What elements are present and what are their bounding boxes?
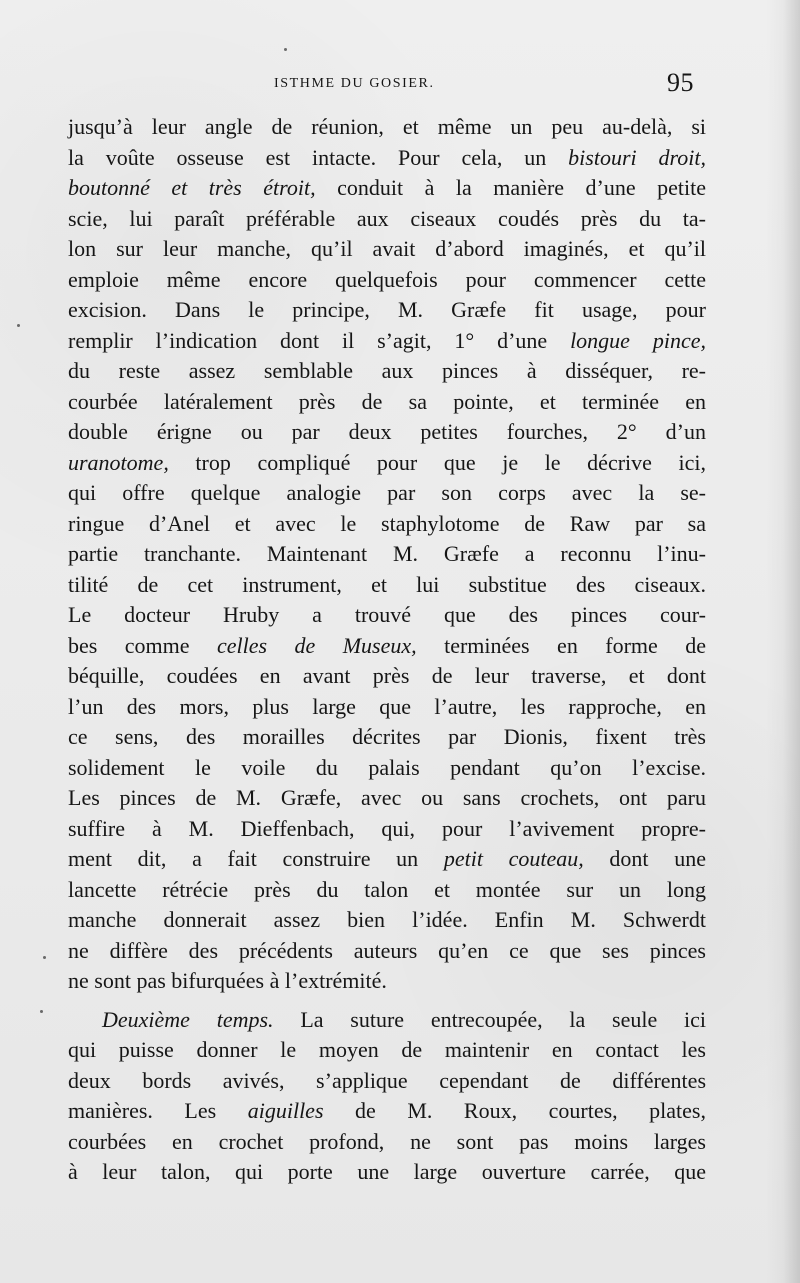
text-segment: scie, lui paraît préférable aux ciseaux coudés près du ta- (68, 205, 706, 231)
text-line (68, 509, 706, 540)
text-line (68, 1096, 706, 1127)
text-line (68, 417, 706, 448)
text-line (68, 173, 706, 204)
page-speck (40, 1010, 43, 1013)
text-line (68, 722, 706, 753)
text-line (68, 204, 706, 235)
text-segment: ne diffère des précédents auteurs qu’en ce que ses pinces (68, 937, 706, 963)
text-line (68, 600, 706, 631)
text-segment: petit couteau, (443, 846, 584, 871)
text-line (68, 1035, 706, 1066)
text-line (68, 570, 706, 601)
paragraph-1 (68, 112, 706, 997)
text-line (68, 966, 706, 997)
text-line (68, 692, 706, 723)
text-segment: manières. Les (68, 1098, 248, 1123)
text-segment: Les pinces de M. Græfe, avec ou sans crochets, ont paru (68, 785, 706, 810)
text-segment: la voûte osseuse est intacte. Pour cela, un (68, 144, 569, 170)
text-line (68, 478, 706, 509)
text-line (68, 112, 706, 143)
page-speck (43, 956, 46, 959)
text-segment: lon sur leur manche, qu’il avait d’abord imaginés, et qu’il (68, 236, 706, 261)
text-segment: conduit à la manière d’une petite (315, 175, 706, 200)
text-segment: jusqu’à leur angle de réunion, et même un peu au-delà, si (68, 114, 706, 139)
text-segment: l’un des mors, plus large que l’autre, les rapproche, en (68, 693, 706, 719)
text-segment: emploie même encore quelquefois pour commencer cette (68, 266, 706, 292)
text-segment: bistouri droit, (568, 144, 706, 170)
text-segment: excision. Dans le principe, M. Græfe fit usage, pour (68, 297, 706, 322)
text-segment: partie tranchante. Maintenant M. Græfe a reconnu l’inu- (68, 541, 706, 566)
text-segment: celles de Museux, (216, 632, 417, 658)
text-line (68, 936, 706, 967)
text-line (68, 448, 706, 479)
running-head: ISTHME DU GOSIER. (274, 76, 435, 91)
text-segment: suffire à M. Dieffenbach, qui, pour l’avivement propre- (68, 815, 706, 841)
text-line (68, 295, 706, 326)
text-line (68, 539, 706, 570)
text-segment: manche donnerait assez bien l’idée. Enfin M. Schwerdt (68, 907, 706, 932)
text-segment: lancette rétrécie près du talon et montée sur un long (68, 876, 706, 902)
page-header (0, 0, 800, 110)
text-segment: de M. Roux, courtes, plates, (323, 1098, 706, 1123)
text-line (68, 661, 706, 692)
text-segment: deux bords avivés, s’applique cependant de différentes (68, 1067, 706, 1093)
text-line (68, 234, 706, 265)
text-segment: double érigne ou par deux petites fourches, 2° d’un (68, 419, 706, 444)
text-segment: solidement le voile du palais pendant qu’on l’excise. (68, 754, 706, 780)
text-line (68, 1066, 706, 1097)
text-segment: du reste assez semblable aux pinces à disséquer, re- (68, 358, 706, 383)
text-line (68, 814, 706, 845)
text-segment: ce sens, des morailles décrites par Dionis, fixent très (68, 724, 706, 749)
text-segment: qui puisse donner le moyen de maintenir en contact les (68, 1037, 706, 1062)
text-segment: aiguilles (247, 1098, 324, 1123)
text-line (68, 356, 706, 387)
show-through-footer (118, 1238, 378, 1262)
text-segment: remplir l’indication dont il s’agit, 1° d’une (68, 327, 571, 353)
text-line (68, 631, 706, 662)
text-line (68, 905, 706, 936)
page-number: 95 (667, 68, 694, 97)
text-segment: boutonné et très étroit, (68, 175, 316, 200)
text-line (68, 1127, 706, 1158)
text-segment: Deuxième temps. (102, 1006, 274, 1032)
page-body (68, 112, 706, 1188)
text-segment: tilité de cet instrument, et lui substitue des ciseaux. (68, 571, 706, 597)
text-segment: ment dit, a fait construire un (68, 846, 444, 871)
text-line (68, 783, 706, 814)
text-segment: dont une (583, 846, 706, 871)
text-segment: ne sont pas bifurquées à l’extrémité. (68, 968, 387, 993)
text-line (68, 844, 706, 875)
text-segment: terminées en forme de (416, 632, 706, 658)
text-line (68, 753, 706, 784)
paragraph-2 (68, 1005, 706, 1188)
text-segment: Le docteur Hruby a trouvé que des pinces cour- (68, 602, 706, 627)
text-segment: uranotome, (68, 449, 169, 475)
text-segment: La suture entrecoupée, la seule ici (273, 1006, 706, 1032)
text-line (68, 143, 706, 174)
text-segment: ringue d’Anel et avec le staphylotome de Raw par sa (68, 510, 706, 536)
text-segment: trop compliqué pour que je le décrive ici, (168, 449, 706, 475)
text-segment: courbée latéralement près de sa pointe, et terminée en (68, 388, 706, 414)
text-line (68, 1157, 706, 1188)
text-segment: bes comme (68, 632, 217, 658)
text-segment: courbées en crochet profond, ne sont pas moins larges (68, 1128, 706, 1154)
text-segment: à leur talon, qui porte une large ouverture carrée, que (68, 1159, 706, 1184)
text-line (68, 387, 706, 418)
text-segment: qui offre quelque analogie par son corps avec la se- (68, 480, 706, 505)
text-line (68, 265, 706, 296)
page-speck (17, 324, 20, 327)
text-segment: longue pince, (570, 327, 706, 353)
text-line (68, 875, 706, 906)
text-line (68, 1005, 706, 1036)
text-segment: béquille, coudées en avant près de leur traverse, et dont (68, 663, 706, 688)
text-line (68, 326, 706, 357)
